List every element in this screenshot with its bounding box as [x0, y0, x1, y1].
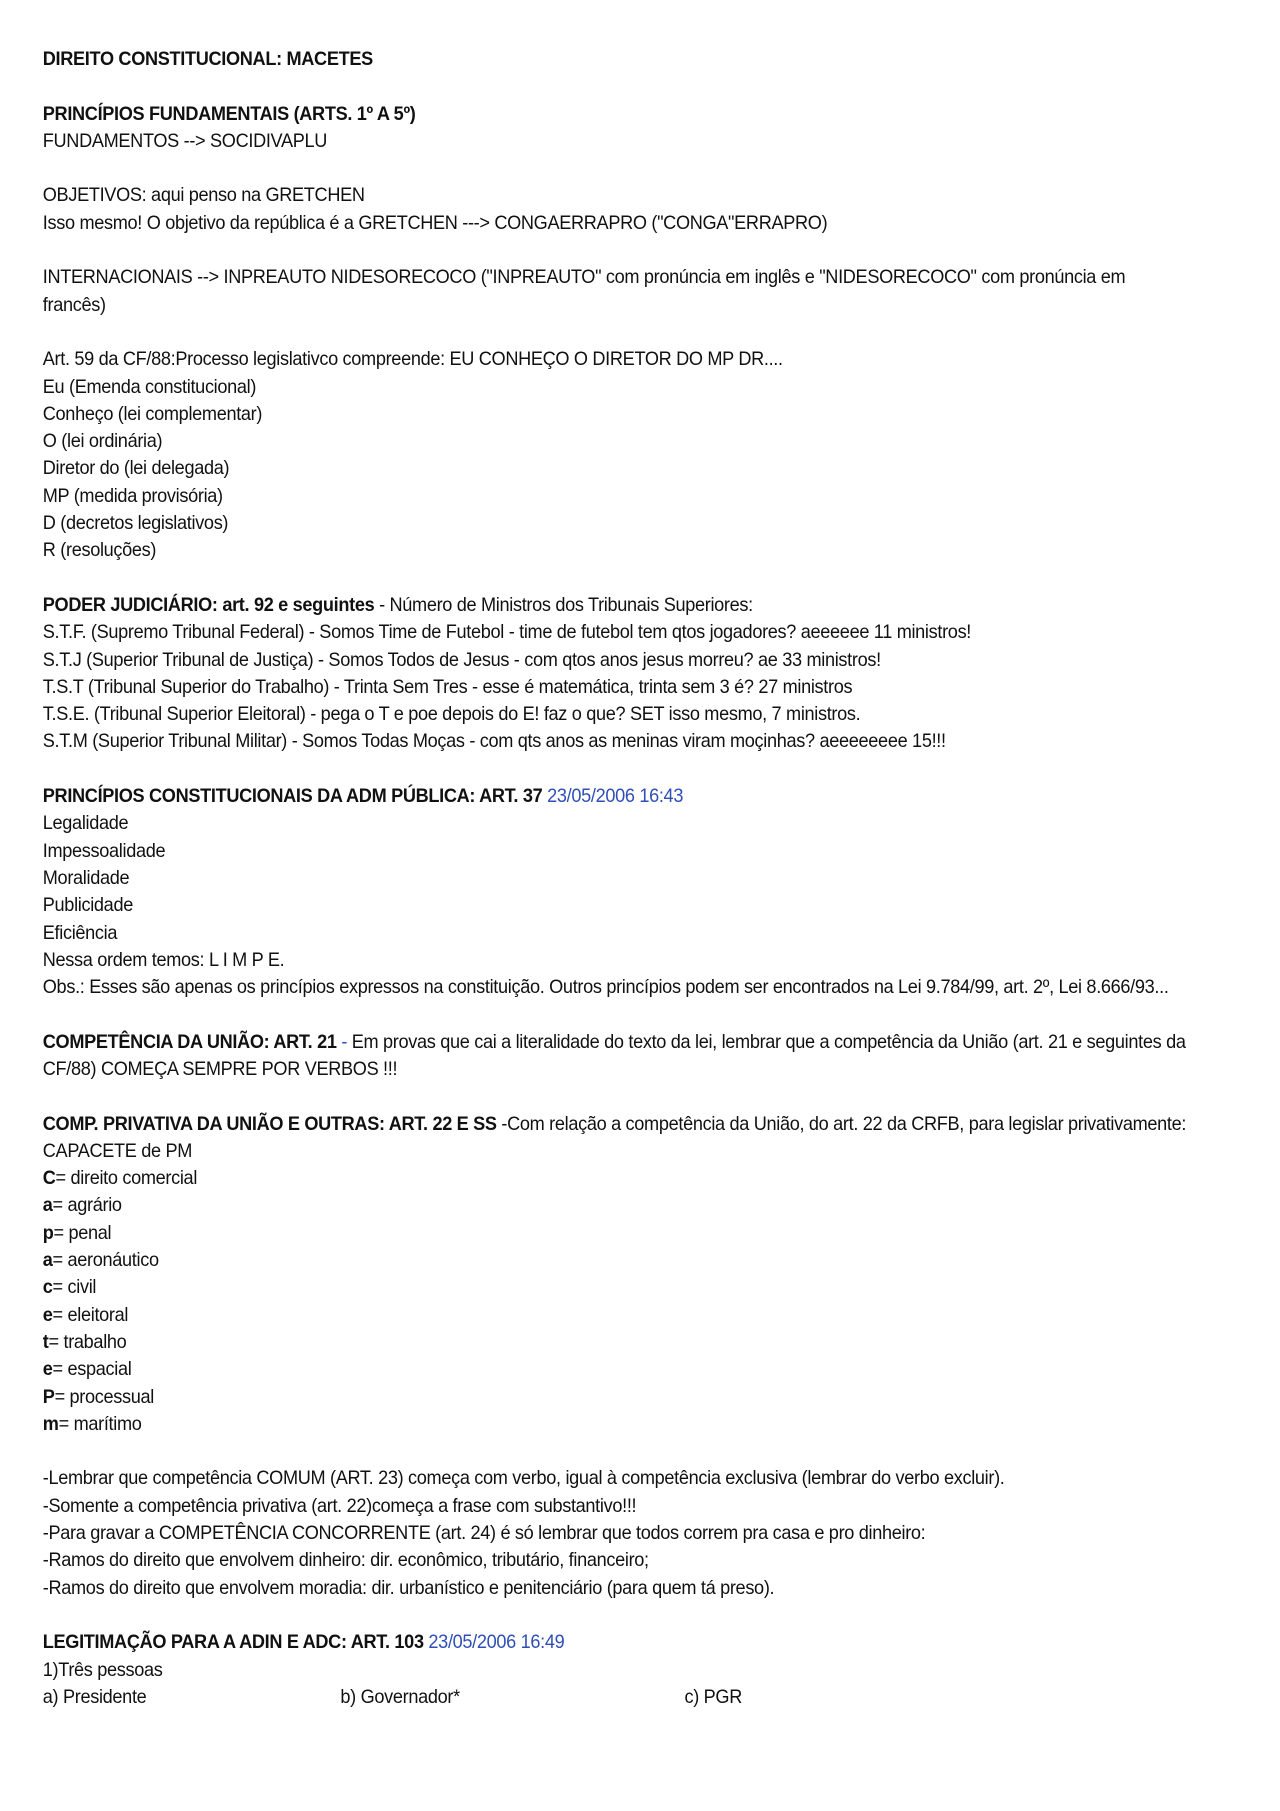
capacete-meaning: = espacial: [52, 1358, 132, 1381]
art59-item: O (lei ordinária): [42, 430, 163, 453]
capacete-item: [43, 1165, 1153, 1192]
capacete-item: [43, 1302, 1153, 1329]
adm-principle-item: Publicidade: [42, 894, 133, 917]
internacionais-paragraph: INTERNACIONAIS --> INPREAUTO NIDESORECOCO ("INPREAUTO" com pronúncia em inglês e "NIDESORECOCO" com pronúncia em francês): [42, 266, 1126, 316]
capacete-letter: a: [42, 1194, 53, 1217]
judiciario-heading-line: [43, 592, 1153, 619]
adm-principle-item: Impessoalidade: [42, 839, 166, 862]
timestamp-link[interactable]: 23/05/2006 16:43: [547, 785, 684, 808]
legitimacao-col: a) Presidente: [42, 1685, 147, 1708]
timestamp-link[interactable]: 23/05/2006 16:49: [428, 1631, 565, 1654]
judiciario-item: S.T.M (Superior Tribunal Militar) - Somos Todas Moças - com qts anos as meninas viram moçinhas? aeeeeeeee 15!!!: [42, 730, 946, 753]
art59-item: Conheço (lei complementar): [42, 402, 263, 425]
section-heading-legitimacao: LEGITIMAÇÃO PARA A ADIN E ADC: ART. 103: [42, 1631, 424, 1654]
capacete-meaning: = agrário: [52, 1194, 122, 1217]
section-heading-adm-publica: PRINCÍPIOS CONSTITUCIONAIS DA ADM PÚBLICA: ART. 37: [42, 785, 543, 808]
capacete-item: [43, 1384, 1153, 1411]
art59-item: D (decretos legislativos): [42, 512, 229, 535]
capacete-meaning: = aeronáutico: [52, 1249, 159, 1272]
art59-item: R (resoluções): [42, 539, 157, 562]
adm-principle-item: Legalidade: [42, 812, 129, 835]
section-heading-principios: PRINCÍPIOS FUNDAMENTAIS (ARTS. 1º A 5º): [42, 102, 416, 125]
capacete-meaning: = marítimo: [58, 1412, 142, 1435]
capacete-meaning: = trabalho: [48, 1330, 127, 1353]
objetivos-line-2: Isso mesmo! O objetivo da república é a GRETCHEN ---> CONGAERRAPRO ("CONGA"ERRAPRO): [42, 211, 828, 234]
section-heading-judiciario: PODER JUDICIÁRIO: art. 92 e seguintes: [42, 593, 375, 616]
legitimacao-heading-line: [43, 1629, 1153, 1656]
competencia-uniao-paragraph: [43, 1029, 1187, 1084]
capacete-letter: C: [42, 1167, 56, 1190]
competencia-uniao-text: Em provas que cai a literalidade do texto da lei, lembrar que a competência da União (art. 21 e seguintes da CF/88) COMEÇA SEMPRE POR VERBOS !!!: [42, 1030, 1186, 1080]
capacete-item: [43, 1192, 1153, 1219]
capacete-item: [43, 1329, 1153, 1356]
fundamentos-line: FUNDAMENTOS --> SOCIDIVAPLU: [42, 129, 328, 152]
capacete-letter: p: [42, 1221, 54, 1244]
legitimacao-subheading: 1)Três pessoas: [42, 1658, 163, 1681]
adm-obs-paragraph: Obs.: Esses são apenas os princípios expressos na constituição. Outros princípios podem ser encontrados na Lei 9.784/99, art. 2º, Lei 8.666/93...: [42, 976, 1169, 999]
capacete-letter: c: [42, 1276, 53, 1299]
art59-item: Diretor do (lei delegada): [42, 457, 230, 480]
adm-heading-line: [43, 783, 1153, 810]
capacete-meaning: = processual: [54, 1385, 155, 1408]
competencia-dash: -: [336, 1030, 348, 1053]
capacete-meaning: = eleitoral: [52, 1303, 129, 1326]
capacete-letter: m: [42, 1412, 59, 1435]
capacete-item: [43, 1274, 1153, 1301]
objetivos-line-1: OBJETIVOS: aqui penso na GRETCHEN: [42, 184, 365, 207]
legitimacao-col: c) PGR: [684, 1685, 742, 1708]
capacete-item: [43, 1247, 1153, 1274]
adm-principle-item: Eficiência: [42, 921, 118, 944]
privativa-paragraph: [43, 1111, 1187, 1166]
capacete-letter: e: [42, 1303, 53, 1326]
limpe-line: Nessa ordem temos: L I M P E.: [42, 948, 285, 971]
capacete-item: [43, 1411, 1153, 1438]
capacete-meaning: = penal: [53, 1221, 112, 1244]
section-heading-competencia-uniao: COMPETÊNCIA DA UNIÃO: ART. 21: [42, 1030, 337, 1053]
judiciario-item: S.T.J (Superior Tribunal de Justiça) - Somos Todos de Jesus - com qtos anos jesus morreu? ae 33 ministros!: [42, 648, 881, 671]
judiciario-heading-rest: - Número de Ministros dos Tribunais Superiores:: [374, 593, 753, 616]
adm-principle-item: Moralidade: [42, 866, 130, 889]
capacete-meaning: = direito comercial: [55, 1167, 198, 1190]
judiciario-item: S.T.F. (Supremo Tribunal Federal) - Somos Time de Futebol - time de futebol tem qtos jogadores? aeeeeee 11 ministros!: [42, 621, 972, 644]
capacete-letter: e: [42, 1358, 53, 1381]
privativa-note: -Para gravar a COMPETÊNCIA CONCORRENTE (art. 24) é só lembrar que todos correm pra casa e pro dinheiro:: [42, 1522, 926, 1545]
art59-item: MP (medida provisória): [42, 484, 223, 507]
capacete-item: [43, 1356, 1153, 1383]
privativa-note: -Ramos do direito que envolvem dinheiro: dir. econômico, tributário, financeiro;: [42, 1549, 649, 1572]
capacete-letter: P: [42, 1385, 55, 1408]
privativa-text: -Com relação a competência da União, do art. 22 da CRFB, para legislar privativamente: CAPACETE de PM: [42, 1112, 1187, 1162]
section-heading-privativa: COMP. PRIVATIVA DA UNIÃO E OUTRAS: ART. 22 E SS: [42, 1112, 497, 1135]
capacete-letter: t: [42, 1330, 49, 1353]
capacete-letter: a: [42, 1249, 53, 1272]
art59-item: Eu (Emenda constitucional): [42, 375, 257, 398]
privativa-note: -Somente a competência privativa (art. 22)começa a frase com substantivo!!!: [42, 1494, 637, 1517]
legitimacao-columns: [43, 1684, 1153, 1711]
art59-intro: Art. 59 da CF/88:Processo legislativco compreende: EU CONHEÇO O DIRETOR DO MP DR....: [42, 348, 783, 371]
capacete-meaning: = civil: [52, 1276, 97, 1299]
capacete-item: [43, 1220, 1153, 1247]
legitimacao-col: b) Governador*: [340, 1685, 460, 1708]
judiciario-item: T.S.E. (Tribunal Superior Eleitoral) - pega o T e poe depois do E! faz o que? SET isso mesmo, 7 ministros.: [42, 703, 861, 726]
judiciario-item: T.S.T (Tribunal Superior do Trabalho) - Trinta Sem Tres - esse é matemática, trinta sem 3 é? 27 ministros: [42, 675, 853, 698]
document-title: DIREITO CONSTITUCIONAL: MACETES: [42, 48, 373, 70]
privativa-note: -Lembrar que competência COMUM (ART. 23) começa com verbo, igual à competência exclusiva (lembrar do verbo excluir).: [42, 1467, 1005, 1490]
privativa-note: -Ramos do direito que envolvem moradia: dir. urbanístico e penitenciário (para quem tá preso).: [42, 1576, 775, 1599]
